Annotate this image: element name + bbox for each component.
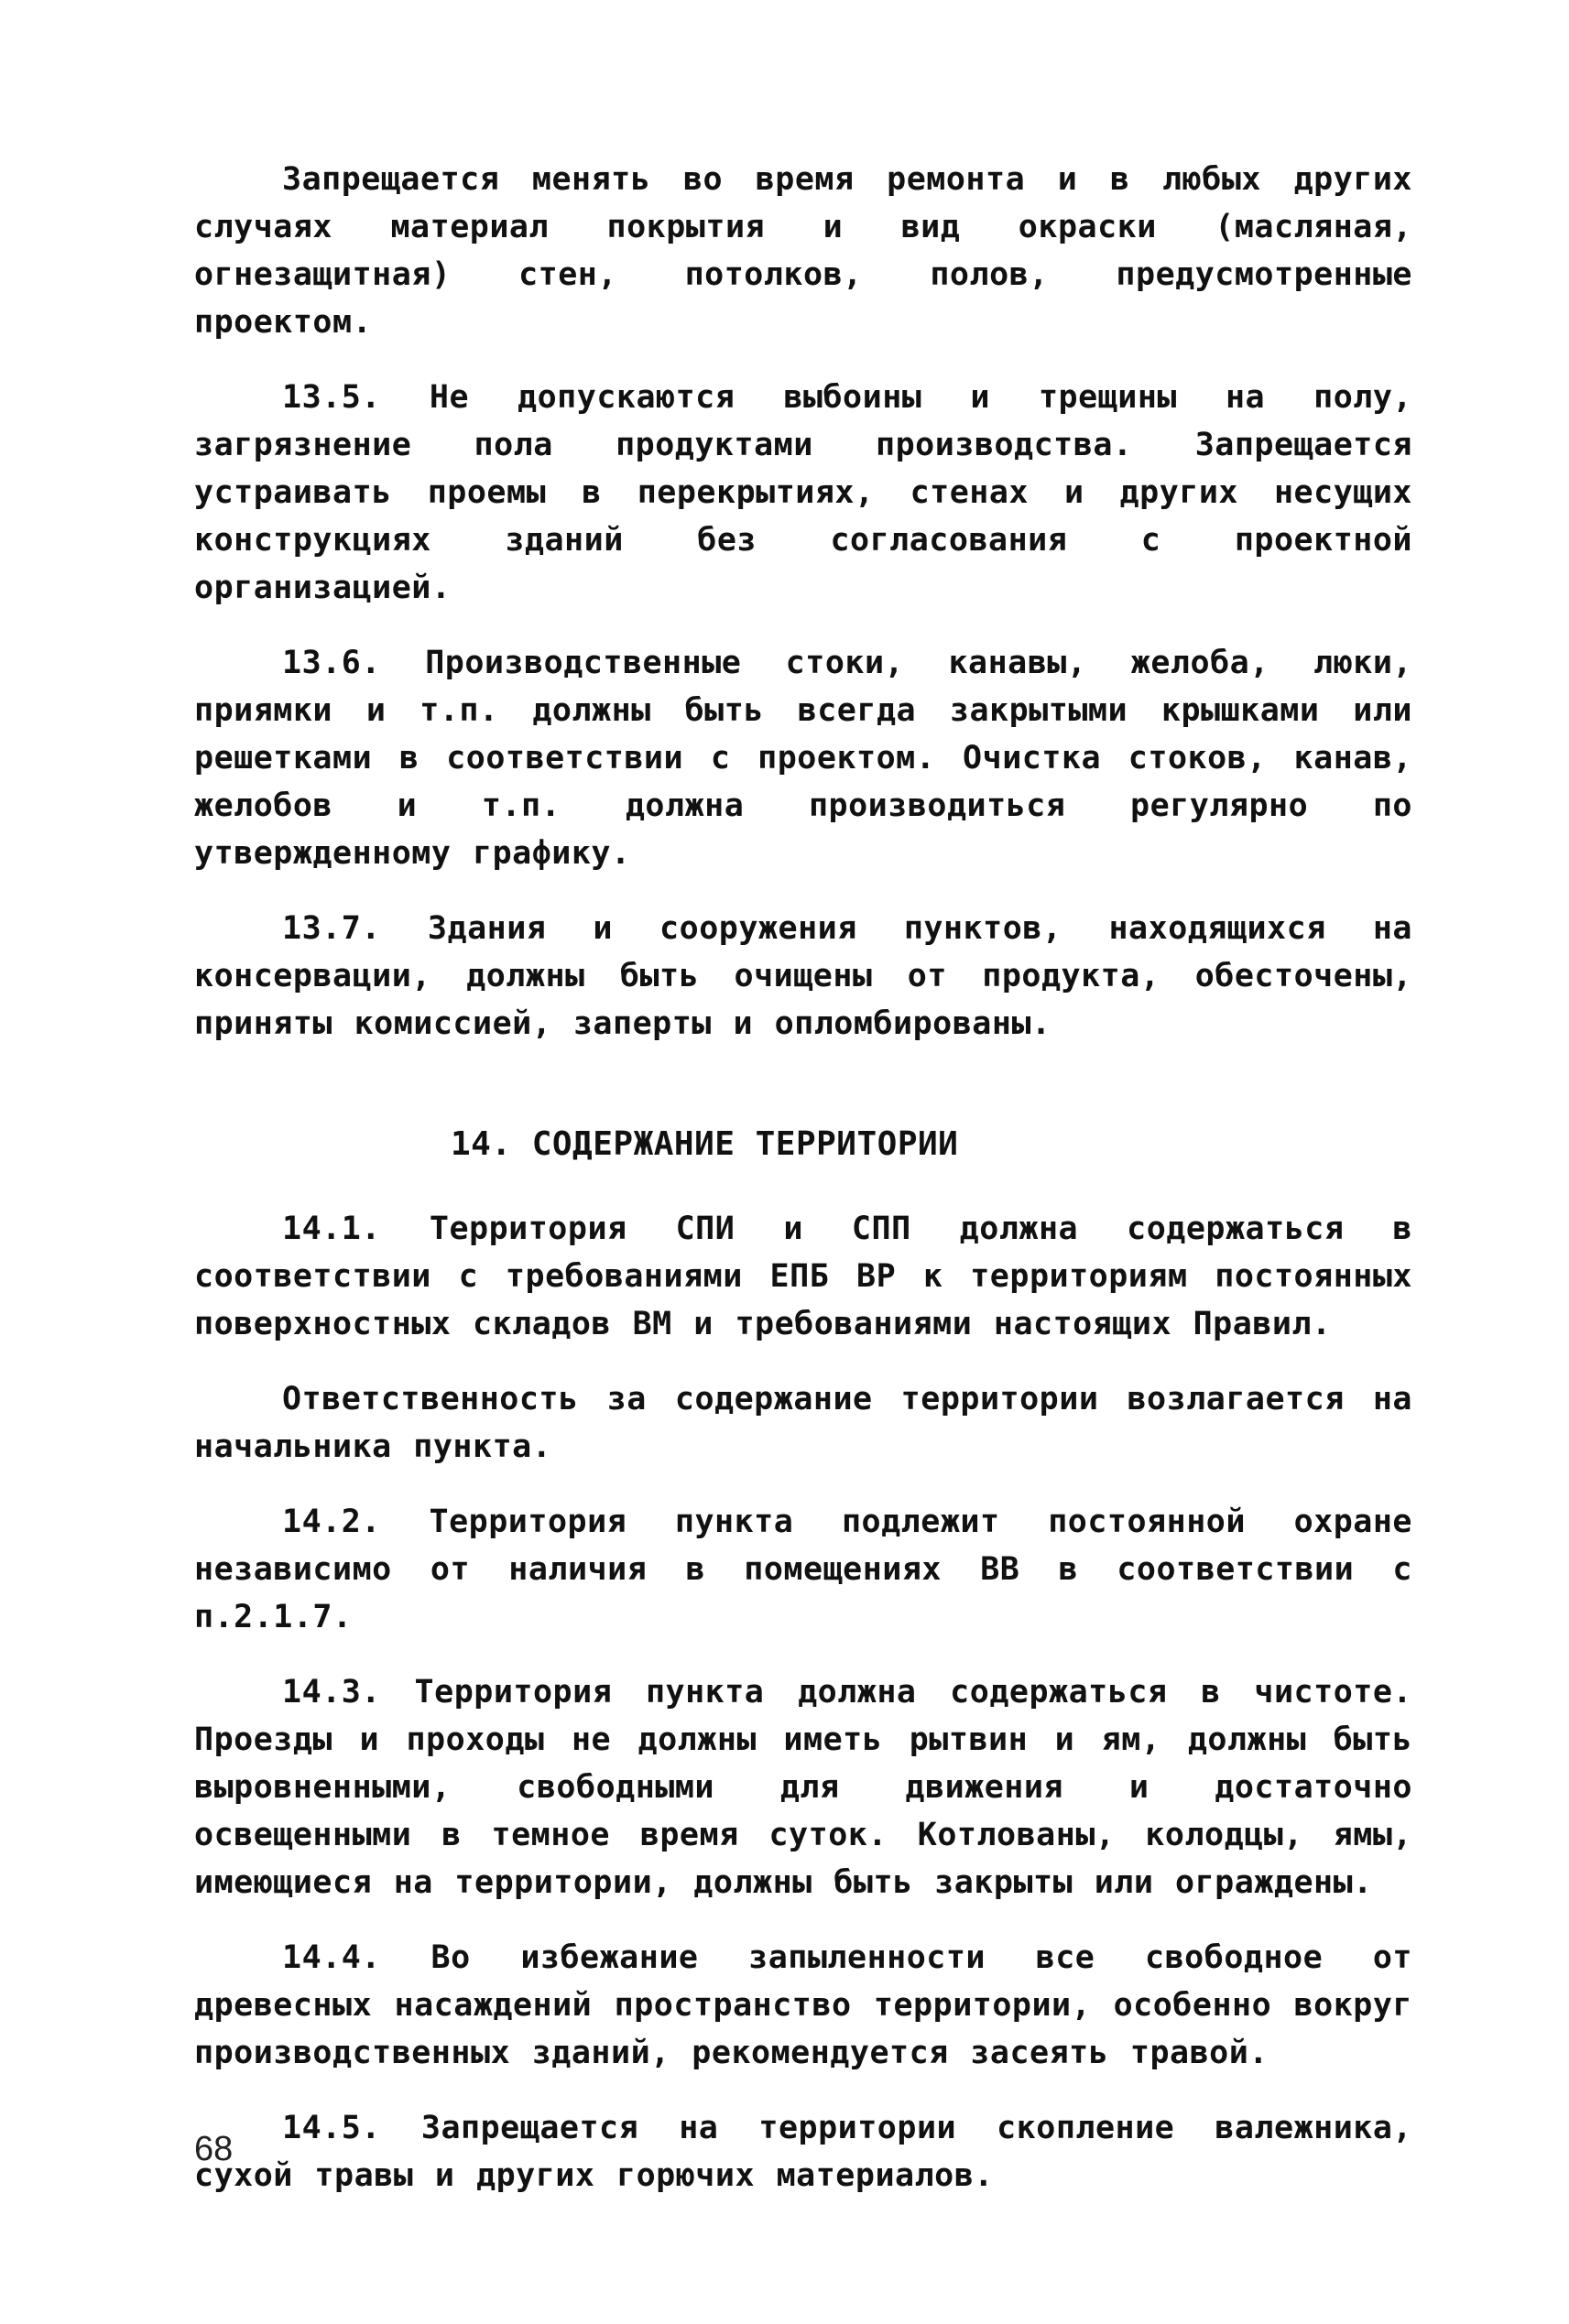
document-body [194,156,1412,2199]
paragraph-14-3: 14.3. Территория пункта должна содержаться в чистоте. Проезды и проходы не должны иметь рытвин и ям, должны быть выровненными, свободными для движения и достаточно освещенными в темное время суток. Котлованы, колодцы, ямы, имеющиеся на территории, должны быть закрыты или ограждены. [194,1674,1412,1901]
paragraph-14-2: 14.2. Территория пункта подлежит постоянной охране независимо от наличия в помещениях ВВ в соответствии с п.2.1.7. [194,1504,1412,1635]
paragraph-14-1: 14.1. Территория СПИ и СПП должна содержаться в соответствии с требованиями ЕПБ ВР к территориям постоянных поверхностных складов ВМ и требованиями настоящих Правил. [194,1211,1412,1342]
section-heading: 14. СОДЕРЖАНИЕ ТЕРРИТОРИИ [451,1125,959,1163]
paragraph-responsibility: Ответственность за содержание территории возлагается на начальника пункта. [194,1381,1412,1465]
paragraph-13-6: 13.6. Производственные стоки, канавы, желоба, люки, приямки и т.п. должны быть всегда закрытыми крышками или решетками в соответствии с проектом. Очистка стоков, канав, желобов и т.п. должна производиться регулярно по утвержденному графику. [194,645,1412,872]
paragraph-finish-materials: Запрещается менять во время ремонта и в любых других случаях материал покрытия и вид окраски (масляная, огнезащитная) стен, потолков, полов, предусмотренные проектом. [194,161,1412,341]
paragraph-14-5: 14.5. Запрещается на территории скопление валежника, сухой травы и других горючих материалов. [194,2110,1412,2194]
paragraph-13-5: 13.5. Не допускаются выбоины и трещины на полу, загрязнение пола продуктами производства. Запрещается устраивать проемы в перекрытиях, стенах и других несущих конструкциях зданий без согласования с проектной организацией. [194,379,1412,606]
paragraph-14-4: 14.4. Во избежание запыленности все свободное от древесных насаждений пространство территории, особенно вокруг производственных зданий, рекомендуется засеять травой. [194,1939,1412,2071]
page-number: 68 [194,2130,234,2168]
paragraph-13-7: 13.7. Здания и сооружения пунктов, находящихся на консервации, должны быть очищены от продукта, обесточены, приняты комиссией, заперты и опломбированы. [194,910,1412,1042]
